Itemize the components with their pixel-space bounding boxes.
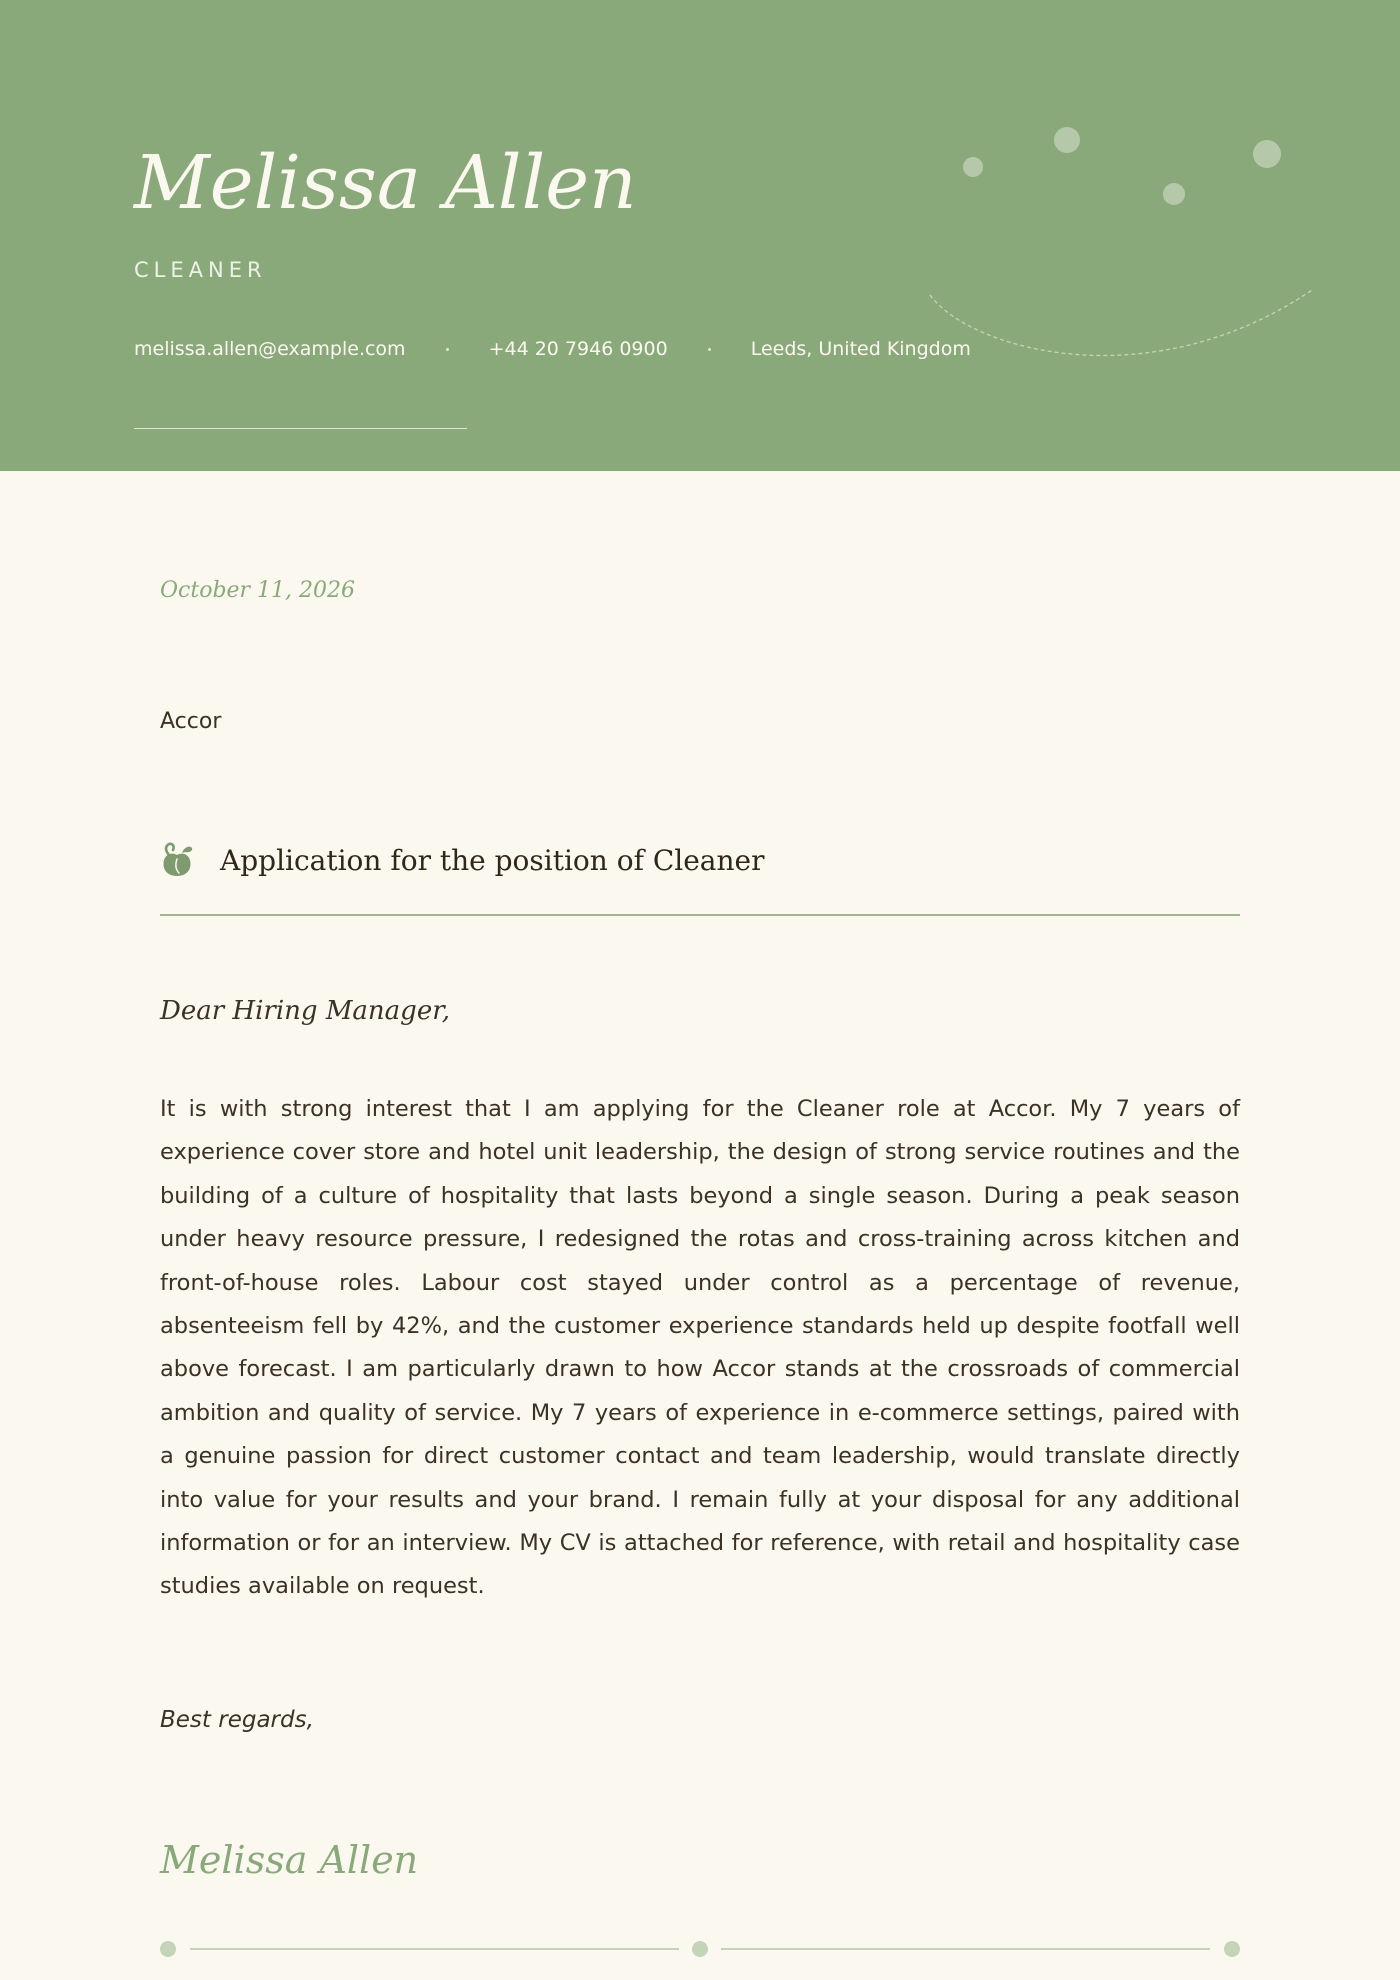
decor-dot — [1054, 127, 1080, 153]
header-band — [0, 0, 1400, 471]
footer-ornament — [160, 1940, 1240, 1958]
letter-body: It is with strong interest that I am applying for the Cleaner role at Accor. My 7 years of experience cover store and hotel unit leadership, the design of strong service routines and the building of a culture of hospitality that lasts beyond a single season. During a peak season under heavy resource pressure, I redesigned the rotas and cross-training across kitchen and front-of-house roles. Labour cost stayed under control as a percentage of revenue, absenteeism fell by 42%, and the customer experience standards held up despite footfall well above forecast. I am particularly drawn to how Accor stands at the crossroads of commercial ambition and quality of service. My 7 years of experience in e-commerce settings, paired with a genuine passion for direct customer contact and team leadership, would translate directly into value for your results and your brand. I remain fully at your disposal for any additional information or for an interview. My CV is attached for reference, with retail and hospitality case studies available on request. — [160, 1096, 1240, 1600]
letter-date: October 11, 2026 — [160, 578, 356, 603]
contact-separator — [446, 348, 449, 351]
signature: Melissa Allen — [160, 1838, 419, 1882]
contact-separator — [708, 348, 711, 351]
subject-divider — [160, 914, 1240, 916]
letter-subject: Application for the position of Cleaner — [220, 843, 765, 877]
decor-dot — [963, 157, 983, 177]
contact-email[interactable]: melissa.allen@example.com — [134, 338, 406, 360]
footer-dot — [160, 1941, 176, 1957]
decor-arc — [930, 290, 1312, 355]
decor-dot — [1163, 183, 1185, 205]
footer-dot — [692, 1941, 708, 1957]
contact-phone[interactable]: +44 20 7946 0900 — [488, 338, 668, 360]
closing: Best regards, — [160, 1707, 314, 1733]
header-divider — [134, 428, 467, 429]
decor-dot — [1253, 140, 1281, 168]
salutation: Dear Hiring Manager, — [160, 996, 451, 1026]
applicant-name: Melissa Allen — [134, 140, 637, 226]
footer-dot — [1224, 1941, 1240, 1957]
subject-row — [160, 840, 1240, 880]
leaf-icon — [160, 842, 194, 878]
applicant-role: CLEANER — [134, 258, 267, 282]
contact-location: Leeds, United Kingdom — [750, 338, 971, 360]
contact-row — [134, 338, 971, 360]
recipient-company: Accor — [160, 709, 222, 734]
